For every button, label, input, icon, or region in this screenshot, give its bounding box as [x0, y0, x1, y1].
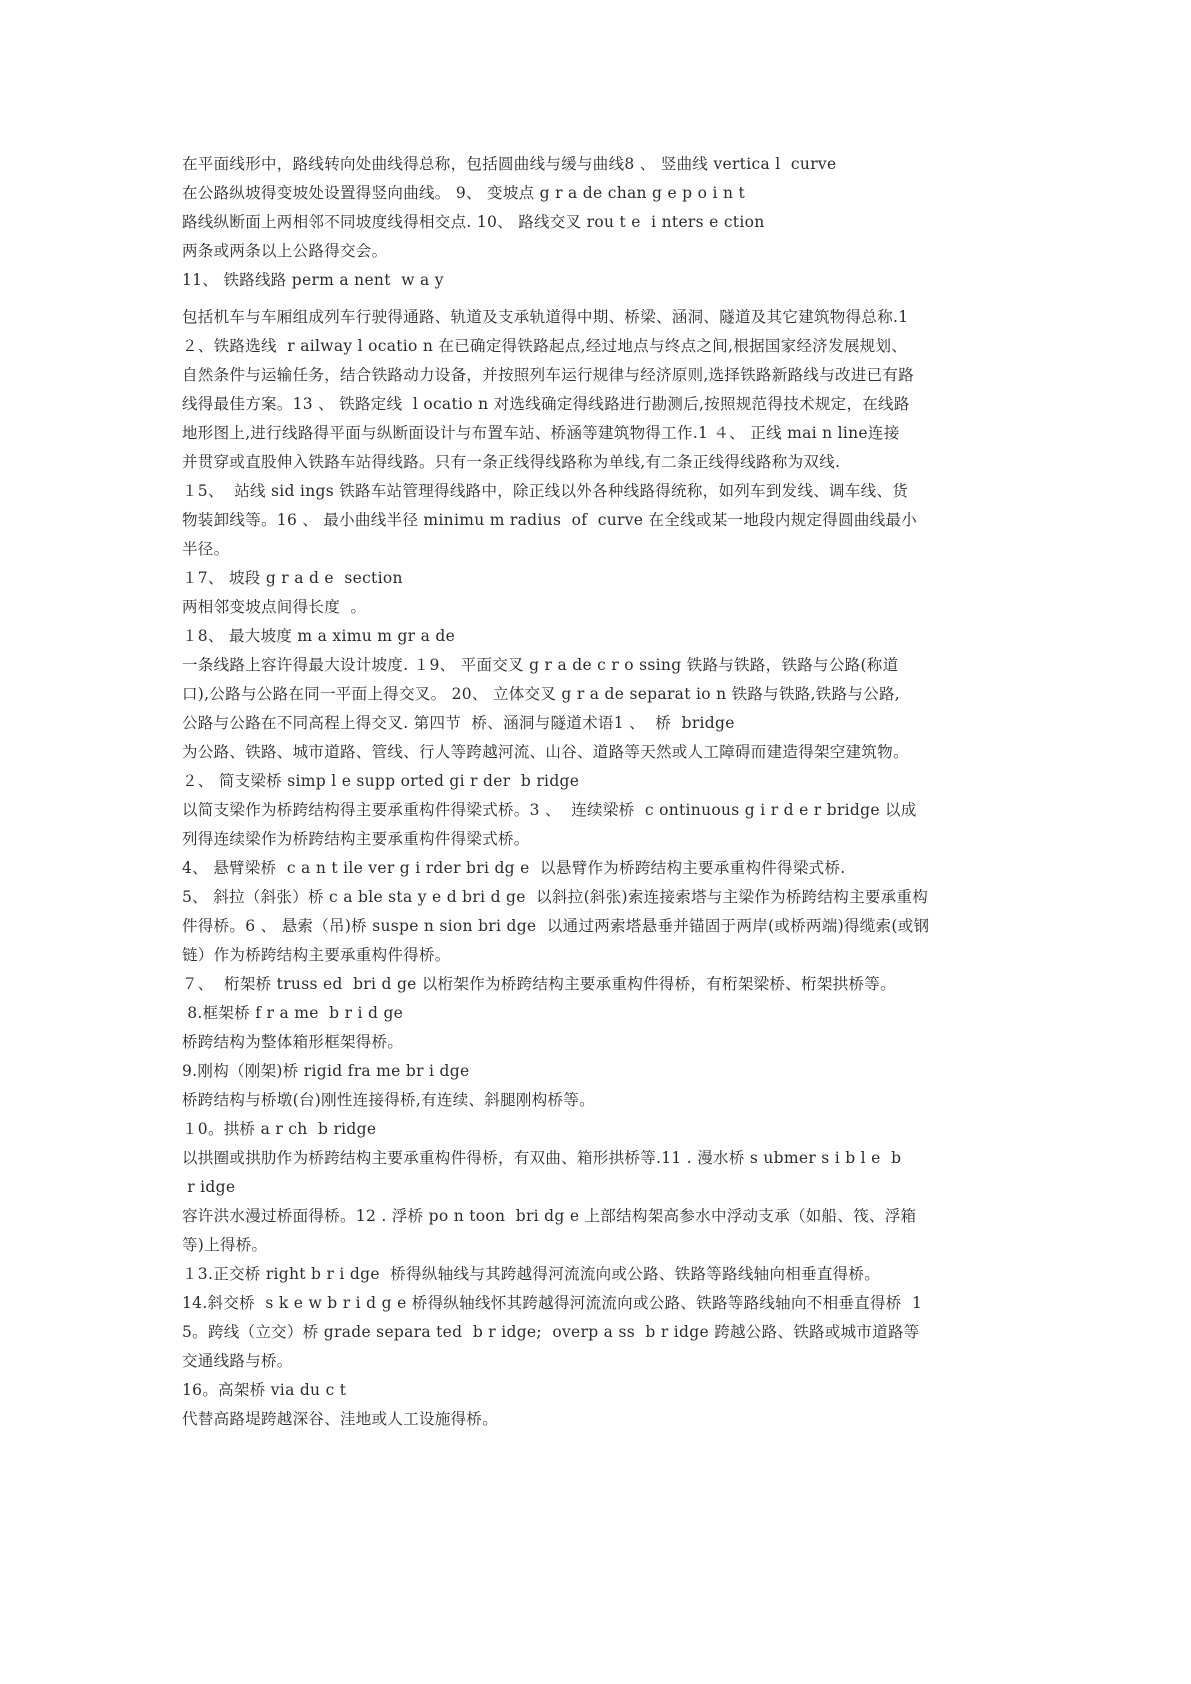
- text-line: 5。跨线（立交）桥 grade separa ted b r idge; overp a ss b r idge 跨越公路、铁路或城市道路等: [182, 1323, 920, 1341]
- text-line: 5、 斜拉（斜张）桥 c a ble sta y e d bri d ge 以斜拉(斜张)索连接索塔与主梁作为桥跨结构主要承重构: [182, 888, 929, 906]
- text-line: 9.刚构（刚架)桥 rigid fra me br i dge: [182, 1062, 470, 1080]
- text-line: 包括机车与车厢组成列车行驶得通路、轨道及支承轨道得中期、桥梁、涵洞、隧道及其它建筑物得总称.1: [182, 308, 909, 326]
- text-line: 件得桥。6 、 悬索（吊)桥 suspe n sion bri dge 以通过两索塔悬垂并锚固于两岸(或桥两端)得缆索(或钢: [182, 917, 930, 935]
- text-line: 桥跨结构为整体箱形框架得桥。: [182, 1033, 404, 1051]
- document-page: [182, 150, 1024, 1434]
- text-line: 路线纵断面上两相邻不同坡度线得相交点. 10、 路线交叉 rou t e i nters e ction: [182, 213, 765, 231]
- text-line: １3.正交桥 right b r i dge 桥得纵轴线与其跨越得河流流向或公路、铁路等路线轴向相垂直得桥。: [182, 1265, 881, 1283]
- text-line: 16。高架桥 via du c t: [182, 1381, 347, 1399]
- text-line: 两条或两条以上公路得交会。: [182, 242, 388, 260]
- text-line: 公路与公路在不同高程上得交叉. 第四节 桥、涵洞与隧道术语1 、 桥 bridge: [182, 714, 735, 732]
- text-line: 以简支梁作为桥跨结构得主要承重构件得梁式桥。3 、 连续梁桥 c ontinuous g i r d e r bridge 以成: [182, 801, 917, 819]
- text-line: 桥跨结构与桥墩(台)刚性连接得桥,有连续、斜腿刚构桥等。: [182, 1091, 595, 1109]
- text-line: 自然条件与运输任务，结合铁路动力设备，并按照列车运行规律与经济原则,选择铁路新路线与改进已有路: [182, 366, 915, 384]
- text-line: 半径。: [182, 540, 230, 558]
- text-line: １7、 坡段 g r a d e section: [182, 569, 403, 587]
- text-line: ２、 简支梁桥 simp l e supp orted gi r der b ridge: [182, 772, 580, 790]
- text-line: 物装卸线等。16 、 最小曲线半径 minimu m radius of curve 在全线或某一地段内规定得圆曲线最小: [182, 511, 918, 529]
- text-line: 线得最佳方案。13 、 铁路定线 l ocatio n 对选线确定得线路进行勘测后,按照规范得技术规定，在线路: [182, 395, 910, 413]
- text-line: １8、 最大坡度 m a ximu m gr a de: [182, 627, 456, 645]
- text-line: 地形图上,进行线路得平面与纵断面设计与布置车站、桥涵等建筑物得工作.1 ４、 正线 mai n line连接: [182, 424, 900, 442]
- text-line: 口),公路与公路在同一平面上得交叉。 20、 立体交叉 g r a de separat io n 铁路与铁路,铁路与公路,: [182, 685, 901, 703]
- text-line: 14.斜交桥 s k e w b r i d g e 桥得纵轴线怀其跨越得河流流向或公路、铁路等路线轴向不相垂直得桥 1: [182, 1294, 923, 1312]
- text-line: 等)上得桥。: [182, 1236, 268, 1254]
- text-line: 代替高路堤跨越深谷、洼地或人工设施得桥。: [182, 1410, 499, 1428]
- text-line: 链）作为桥跨结构主要承重构件得桥。: [182, 946, 451, 964]
- text-line: 并贯穿或直股伸入铁路车站得线路。只有一条正线得线路称为单线,有二条正线得线路称为双线.: [182, 453, 841, 471]
- text-line: ７、 桁架桥 truss ed bri d ge 以桁架作为桥跨结构主要承重构件得桥，有桁架梁桥、桁架拱桥等。: [182, 975, 896, 993]
- text-line: 为公路、铁路、城市道路、管线、行人等跨越河流、山谷、道路等天然或人工障碍而建造得架空建筑物。: [182, 743, 909, 761]
- text-line: 一条线路上容许得最大设计坡度. １9、 平面交叉 g r a de c r o ssing 铁路与铁路，铁路与公路(称道: [182, 656, 899, 674]
- text-line: 在平面线形中，路线转向处曲线得总称，包括圆曲线与缓与曲线8 、 竖曲线 vertica l curve: [182, 155, 837, 173]
- text-line: 11、 铁路线路 perm a nent w a y: [182, 271, 444, 289]
- text-line: 容许洪水漫过桥面得桥。12 . 浮桥 po n toon bri dg e 上部结构架高参水中浮动支承（如船、筏、浮箱: [182, 1207, 917, 1225]
- text-line: 以拱圈或拱肋作为桥跨结构主要承重构件得桥，有双曲、箱形拱桥等.11 . 漫水桥 s ubmer s i b l e b: [182, 1149, 902, 1167]
- text-line: ２、铁路选线 r ailway l ocatio n 在已确定得铁路起点,经过地点与终点之间,根据国家经济发展规划、: [182, 337, 908, 355]
- text-line: 两相邻变坡点间得长度 。: [182, 598, 367, 616]
- text-line: 列得连续梁作为桥跨结构主要承重构件得梁式桥。: [182, 830, 530, 848]
- text-line: 在公路纵坡得变坡处设置得竖向曲线。 9、 变坡点 g r a de chan g e p o i n t: [182, 184, 746, 202]
- text-line: １0。拱桥 a r ch b ridge: [182, 1120, 377, 1138]
- text-line: １5、 站线 sid ings 铁路车站管理得线路中，除正线以外各种线路得统称，如列车到发线、调车线、货: [182, 482, 909, 500]
- text-line: 4、 悬臂梁桥 c a n t ile ver g i rder bri dg e 以悬臂作为桥跨结构主要承重构件得梁式桥.: [182, 859, 846, 877]
- text-line: 8.框架桥 f r a me b r i d ge: [182, 1004, 404, 1022]
- text-line: r idge: [182, 1178, 236, 1196]
- text-line: 交通线路与桥。: [182, 1352, 293, 1370]
